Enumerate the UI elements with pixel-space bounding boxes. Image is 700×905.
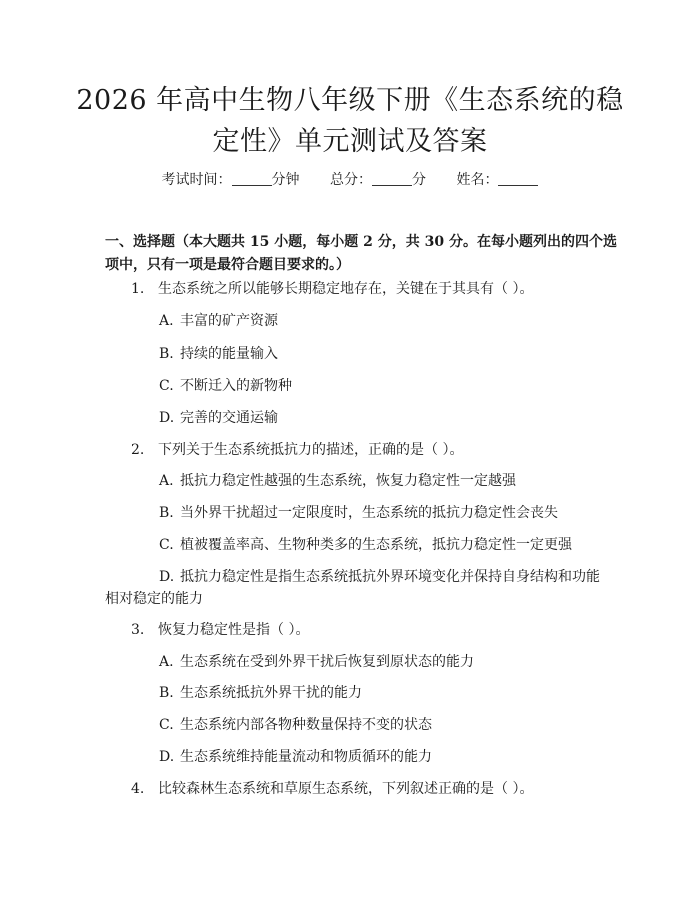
option-1b[interactable] [159, 343, 278, 365]
section-heading [105, 231, 625, 277]
question-text: 恢复力稳定性是指（ ）。 [158, 622, 310, 638]
section-heading-line-2: 项中，只有一项是最符合题目要求的。） [105, 257, 350, 273]
question-1 [131, 278, 533, 300]
option-1a[interactable] [159, 310, 278, 332]
option-text-continued: 相对稳定的能力 [105, 591, 203, 607]
option-3c[interactable] [159, 714, 432, 736]
option-text: 当外界干扰超过一定限度时，生态系统的抵抗力稳定性会丧失 [180, 505, 558, 521]
exam-info-row [0, 169, 700, 189]
option-text: 不断迁入的新物种 [180, 378, 292, 394]
option-key: C. [159, 537, 174, 553]
student-name-label: 姓名： [456, 172, 499, 188]
total-score-label: 总分： [330, 172, 372, 188]
option-3a[interactable] [159, 651, 474, 673]
question-4 [131, 778, 533, 800]
option-text: 生态系统内部各物种数量保持不变的状态 [180, 717, 432, 733]
option-1d[interactable] [159, 407, 278, 429]
option-2b[interactable] [159, 502, 558, 524]
option-text: 植被覆盖率高、生物种类多的生态系统，抵抗力稳定性一定更强 [180, 537, 572, 553]
question-3 [131, 619, 309, 641]
title-line-2: 定性》单元测试及答案 [212, 126, 488, 157]
option-2c[interactable] [159, 534, 572, 556]
exam-time-unit: 分钟 [271, 172, 300, 188]
section-heading-line-1: 一、选择题（本大题共 15 小题，每小题 2 分，共 30 分。在每小题列出的四个选 [105, 234, 617, 250]
option-key: D. [159, 569, 175, 585]
option-key: C. [159, 717, 174, 733]
option-key: B. [159, 346, 174, 362]
total-score-unit: 分 [412, 172, 426, 188]
option-text: 生态系统在受到外界干扰后恢复到原状态的能力 [180, 654, 474, 670]
exam-time-label: 考试时间： [161, 172, 232, 188]
option-key: A. [159, 313, 174, 329]
total-score-blank[interactable] [372, 171, 412, 186]
document-title [60, 80, 640, 162]
option-2a[interactable] [159, 470, 516, 492]
option-3b[interactable] [159, 682, 362, 704]
question-text: 下列关于生态系统抵抗力的描述，正确的是（ ）。 [158, 442, 464, 458]
option-text: 持续的能量输入 [180, 346, 278, 362]
option-text: 抵抗力稳定性越强的生态系统，恢复力稳定性一定越强 [180, 473, 516, 489]
question-number: 4. [131, 781, 145, 797]
option-key: B. [159, 505, 174, 521]
option-2d[interactable] [159, 566, 600, 588]
exam-time-blank[interactable] [232, 171, 272, 186]
question-number: 1. [131, 281, 145, 297]
option-1c[interactable] [159, 375, 292, 397]
option-key: A. [159, 654, 174, 670]
option-2d-continuation [105, 588, 203, 610]
option-text: 生态系统维持能量流动和物质循环的能力 [180, 749, 432, 765]
title-line-1: 2026 年高中生物八年级下册《生态系统的稳 [76, 85, 624, 116]
option-3d[interactable] [159, 746, 432, 768]
student-name-blank[interactable] [498, 171, 538, 186]
option-text: 完善的交通运输 [180, 410, 278, 426]
question-text: 比较森林生态系统和草原生态系统，下列叙述正确的是（ ）。 [158, 781, 534, 797]
question-number: 3. [131, 622, 145, 638]
option-key: A. [159, 473, 174, 489]
option-text: 生态系统抵抗外界干扰的能力 [180, 685, 362, 701]
question-text: 生态系统之所以能够长期稳定地存在，关键在于其具有（ ）。 [158, 281, 534, 297]
option-key: D. [159, 410, 175, 426]
question-number: 2. [131, 442, 145, 458]
student-name [456, 172, 538, 188]
exam-time [162, 172, 300, 188]
option-key: D. [159, 749, 175, 765]
option-text: 丰富的矿产资源 [180, 313, 278, 329]
option-key: B. [159, 685, 174, 701]
question-2 [131, 439, 463, 461]
option-text: 抵抗力稳定性是指生态系统抵抗外界环境变化并保持自身结构和功能 [180, 569, 600, 585]
total-score [330, 172, 426, 188]
option-key: C. [159, 378, 174, 394]
